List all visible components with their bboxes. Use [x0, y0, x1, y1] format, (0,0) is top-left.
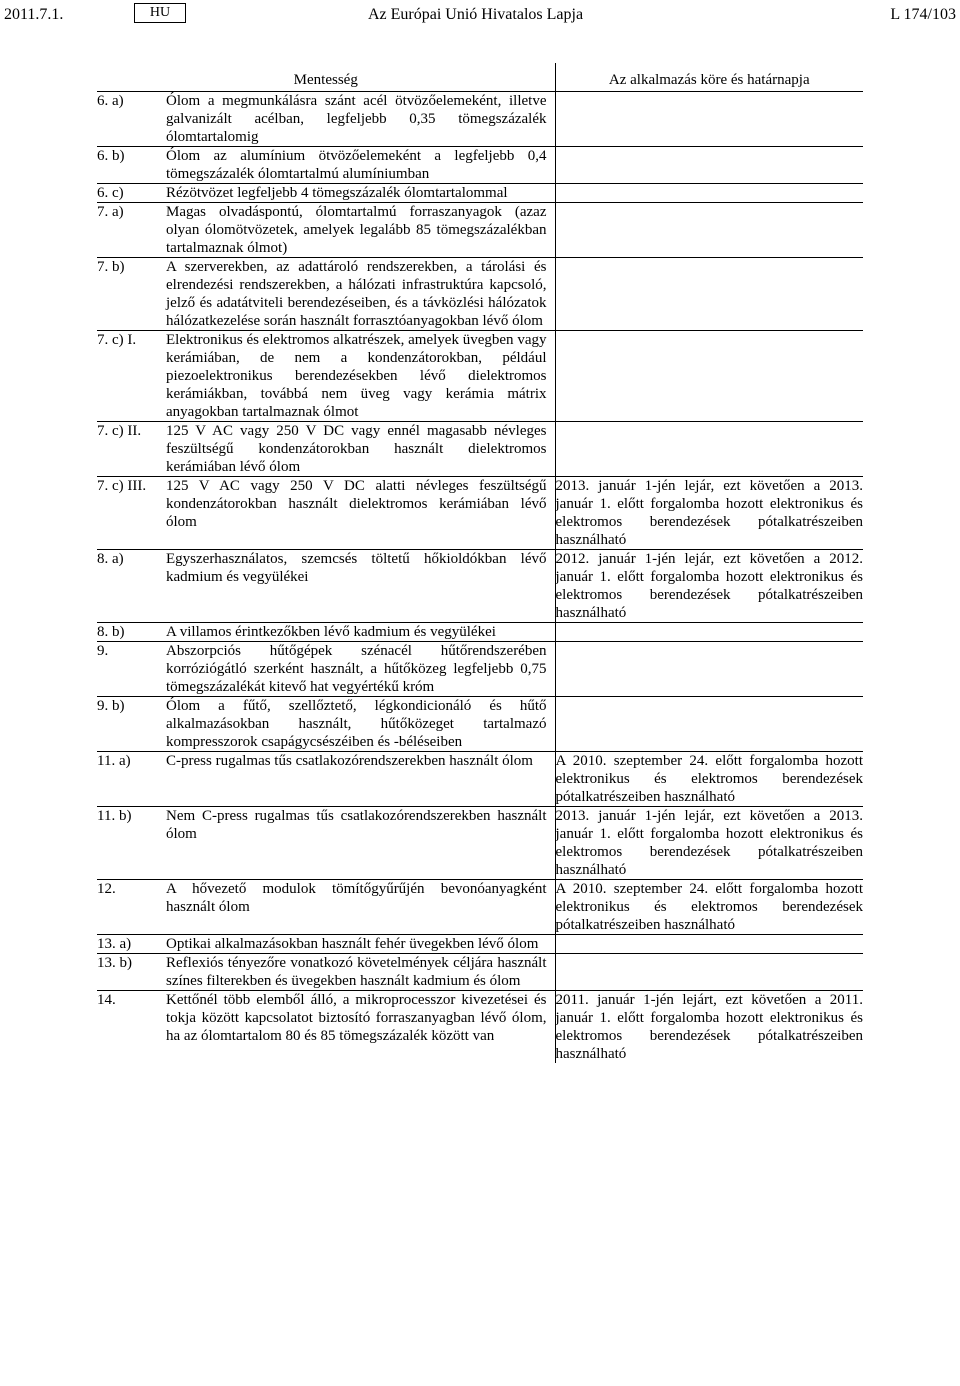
exemption-number: 12. [97, 881, 116, 897]
exemption-text: 125 V AC vagy 250 V DC vagy ennél magasabb névleges feszültségű kondenzátorokban használt dielektromos kerámiában lévő ólom [166, 423, 547, 475]
table-row [97, 807, 863, 880]
scope-cell: A 2010. szeptember 24. előtt forgalomba hozott elektronikus és elektromos berendezések pótalkatrészeiben használható [555, 881, 863, 933]
exemption-cell [97, 807, 555, 880]
exemption-number: 14. [97, 992, 116, 1008]
exemption-text: A villamos érintkezőkben lévő kadmium és vegyülékei [166, 624, 496, 640]
table-row [97, 697, 863, 752]
exemption-number: 8. b) [97, 624, 125, 640]
table-row [97, 147, 863, 184]
table-row [97, 880, 863, 935]
scope-cell [555, 92, 863, 147]
scope-cell: 2011. január 1-jén lejárt, ezt követően a 2011. január 1. előtt forgalomba hozott elektronikus és elektromos berendezések pótalkatrészeiben használható [555, 992, 863, 1062]
exemption-number: 9. b) [97, 698, 125, 714]
exemption-number: 7. a) [97, 204, 124, 220]
exemption-item [97, 752, 555, 770]
exemption-text: Elektronikus és elektromos alkatrészek, amelyek üvegben vagy kerámiában, de nem a kondenzátorokban, például piezoelektronikus berendezésekben lévő dielektromos kerámiákban, továbbá nem üveg vagy kerámia mátrix anyagokban tartalmaznak ólmot [166, 332, 547, 420]
table-row [97, 477, 863, 550]
table-row [97, 991, 863, 1064]
exemption-number: 7. c) I. [97, 332, 137, 348]
exemption-number: 9. [97, 643, 109, 659]
exemption-item [97, 331, 555, 421]
exemption-text: 125 V AC vagy 250 V DC alatti névleges feszültségű kondenzátorokban használt dielektromos kerámiában lévő ólom [166, 478, 547, 530]
publication-date: 2011.7.1. [4, 6, 64, 23]
table-row [97, 422, 863, 477]
table-row [97, 954, 863, 991]
page-header [0, 3, 960, 27]
exemption-text: C-press rugalmas tűs csatlakozórendszerekben használt ólom [166, 753, 533, 769]
scope-cell [555, 258, 863, 331]
exemption-cell [97, 203, 555, 258]
exemption-cell [97, 935, 555, 954]
exemption-item [97, 954, 555, 990]
exemption-number: 6. a) [97, 93, 124, 109]
table-row [97, 203, 863, 258]
exemption-text: Ólom a megmunkálásra szánt acél ötvözőelemeként, illetve galvanizált acélban, legfeljebb 0,35 tömegszázalék ólomtartalomig [166, 93, 547, 145]
exemption-cell [97, 550, 555, 623]
exemption-text: Nem C-press rugalmas tűs csatlakozórendszerekben használt ólom [166, 808, 547, 842]
scope-cell [555, 623, 863, 642]
exemption-text: Kettőnél több elemből álló, a mikroprocesszor kivezetései és tokja között kapcsolatot biztosító forraszanyagban lévő ólom, ha az ólomtartalom 80 és 85 tömegszázalék között van [166, 992, 547, 1044]
column-header-exemption: Mentesség [97, 63, 555, 92]
exemption-cell [97, 991, 555, 1064]
exemption-number: 11. a) [97, 753, 131, 769]
exemption-number: 7. b) [97, 259, 125, 275]
exemption-cell [97, 477, 555, 550]
exemption-item [97, 935, 555, 953]
exemption-text: Optikai alkalmazásokban használt fehér üvegekben lévő ólom [166, 936, 539, 952]
exemption-cell [97, 258, 555, 331]
scope-cell [555, 203, 863, 258]
exemption-item [97, 477, 555, 531]
table-row [97, 258, 863, 331]
table-row [97, 550, 863, 623]
scope-cell [555, 935, 863, 954]
exemption-cell [97, 697, 555, 752]
exemption-text: Ólom az alumínium ötvözőelemeként a legfeljebb 0,4 tömegszázalék ólomtartalmú alumíniumban [166, 148, 547, 182]
column-header-scope: Az alkalmazás köre és határnapja [555, 63, 863, 92]
exemption-item [97, 184, 555, 202]
exemption-cell [97, 422, 555, 477]
table-row [97, 642, 863, 697]
exemption-number: 6. c) [97, 185, 124, 201]
exemption-number: 11. b) [97, 808, 132, 824]
exemption-item [97, 258, 555, 330]
exemption-text: Reflexiós tényezőre vonatkozó követelmények céljára használt színes filterekben és üvegekben használt kadmium és ólom [166, 955, 547, 989]
exemption-number: 13. a) [97, 936, 132, 952]
scope-cell [555, 331, 863, 422]
exemption-table [97, 63, 863, 1063]
language-badge: HU [134, 3, 186, 23]
scope-cell [555, 422, 863, 477]
exemption-text: Magas olvadáspontú, ólomtartalmú forraszanyagok (azaz olyan ólomötvözetek, amelyek legalább 85 tömegszázalékban tartalmaznak ólmot) [166, 204, 547, 256]
exemption-text: Rézötvözet legfeljebb 4 tömegszázalék ólomtartalommal [166, 185, 508, 201]
exemption-text: Abszorpciós hűtőgépek szénacél hűtőrendszerében korróziógátló szerként használt, a hűtőközeg legfeljebb 0,75 tömegszázalékát kitevő hat vegyértékű króm [166, 643, 547, 695]
exemption-item [97, 203, 555, 257]
exemption-item [97, 550, 555, 586]
exemption-cell [97, 147, 555, 184]
exemption-number: 13. b) [97, 955, 132, 971]
table-header-row [97, 63, 863, 92]
exemption-item [97, 92, 555, 146]
exemption-item [97, 642, 555, 696]
exemption-item [97, 880, 555, 916]
table-row [97, 184, 863, 203]
exemption-text: Ólom a fűtő, szellőztető, légkondicionáló és hűtő alkalmazásokban használt, hűtőközeget tartalmazó kompresszorok csapágycsészéiben és -béléseiben [166, 698, 547, 750]
scope-cell: A 2010. szeptember 24. előtt forgalomba hozott elektronikus és elektromos berendezések pótalkatrészeiben használható [555, 753, 863, 805]
scope-cell [555, 642, 863, 697]
scope-cell [555, 147, 863, 184]
exemption-cell [97, 954, 555, 991]
scope-cell: 2012. január 1-jén lejár, ezt követően a 2012. január 1. előtt forgalomba hozott elektronikus és elektromos berendezések pótalkatrészeiben használható [555, 551, 863, 621]
exemption-cell [97, 92, 555, 147]
exemption-text: A szerverekben, az adattároló rendszerekben, a tárolási és elrendezési rendszerekben, a hálózati infrastruktúra kapcsoló, jelző és adatátviteli berendezéseiben, és a távközlési hálózatok hálózatkezelése során használt forrasztóanyagokban lévő ólom [166, 259, 547, 329]
exemption-item [97, 991, 555, 1045]
table-row [97, 92, 863, 147]
exemption-cell [97, 880, 555, 935]
exemption-item [97, 807, 555, 843]
exemption-cell [97, 642, 555, 697]
exemption-text: A hővezető modulok tömítőgyűrűjén bevonóanyagként használt ólom [166, 881, 547, 915]
exemption-number: 7. c) III. [97, 478, 147, 494]
scope-cell: 2013. január 1-jén lejár, ezt követően a 2013. január 1. előtt forgalomba hozott elektronikus és elektromos berendezések pótalkatrészeiben használható [555, 808, 863, 878]
exemption-cell [97, 752, 555, 807]
exemption-text: Egyszerhasználatos, szemcsés töltetű hőkioldókban lévő kadmium és vegyülékei [166, 551, 547, 585]
scope-cell [555, 184, 863, 203]
table-row [97, 752, 863, 807]
scope-cell [555, 697, 863, 752]
exemption-item [97, 623, 555, 641]
scope-cell [555, 954, 863, 991]
table-row [97, 935, 863, 954]
exemption-item [97, 147, 555, 183]
exemption-item [97, 422, 555, 476]
exemption-cell [97, 623, 555, 642]
journal-title: Az Európai Unió Hivatalos Lapja [368, 6, 584, 23]
exemption-number: 7. c) II. [97, 423, 142, 439]
exemption-item [97, 697, 555, 751]
exemption-number: 8. a) [97, 551, 124, 567]
table-row [97, 623, 863, 642]
table-row [97, 331, 863, 422]
scope-cell: 2013. január 1-jén lejár, ezt követően a 2013. január 1. előtt forgalomba hozott elektronikus és elektromos berendezések pótalkatrészeiben használható [555, 478, 863, 548]
exemption-cell [97, 331, 555, 422]
exemption-number: 6. b) [97, 148, 125, 164]
exemption-cell [97, 184, 555, 203]
page-number: L 174/103 [890, 6, 956, 23]
